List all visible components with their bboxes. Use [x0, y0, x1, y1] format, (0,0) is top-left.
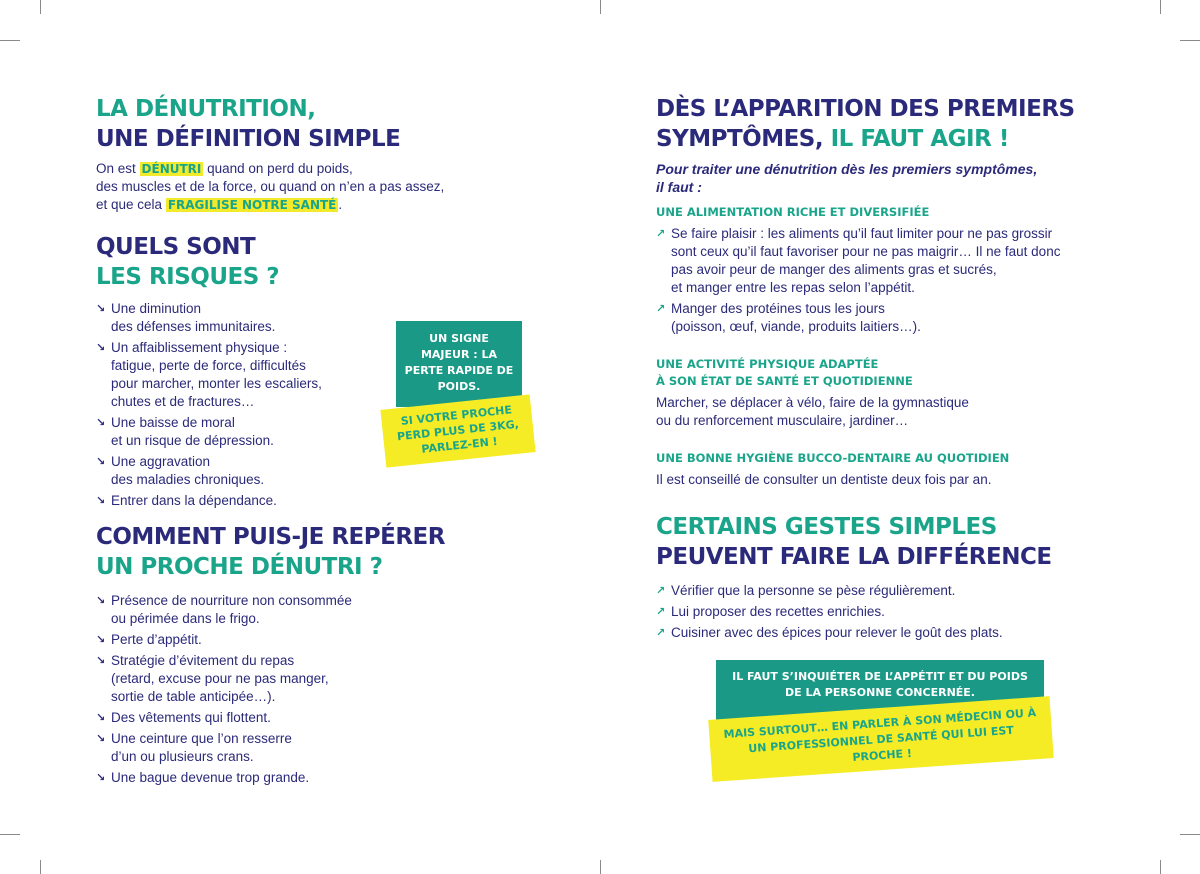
list-item	[96, 300, 396, 336]
arrow-up-right-icon: ↗	[656, 606, 666, 618]
highlight-fragilise: FRAGILISE NOTRE SANTÉ	[167, 198, 337, 212]
arrow-down-right-icon: ↘	[96, 303, 106, 315]
arrow-down-right-icon: ↘	[96, 456, 106, 468]
list-item-text: Présence de nourriture non consommée ou périmée dans le frigo.	[111, 593, 352, 626]
list-item	[96, 339, 396, 411]
list-item	[96, 652, 536, 706]
list-item-text: Perte d’appétit.	[111, 632, 202, 647]
crop-mark	[1160, 0, 1161, 14]
highlight-denutri: DÉNUTRI	[141, 162, 202, 176]
talk-to-doctor-box: MAIS SURTOUT… EN PARLER À SON MÉDECIN OU À UN PROFESSIONNEL DE SANTÉ QUI LUI EST PROCHE !	[708, 696, 1053, 782]
spot-section	[96, 522, 536, 790]
crop-mark	[1160, 860, 1161, 874]
list-item-text: Une baisse de moral et un risque de dépression.	[111, 415, 274, 448]
list-item-text: Des vêtements qui flottent.	[111, 710, 271, 725]
weight-loss-alert-box: SI VOTRE PROCHE PERD PLUS DE 3KG, PARLEZ-EN !	[380, 394, 535, 467]
definition-text: On est DÉNUTRI quand on perd du poids, des muscles et de la force, ou quand on n’en a pas assez, et que cela FRAGILISE NOTRE SANTÉ .	[96, 161, 445, 212]
risks-section	[96, 232, 396, 513]
list-item	[656, 624, 1126, 642]
crop-mark	[40, 860, 41, 874]
list-item	[96, 492, 396, 510]
list-item-text: Manger des protéines tous les jours (poisson, œuf, viande, produits laitiers…).	[671, 301, 921, 334]
crop-mark	[600, 0, 601, 14]
list-item	[96, 730, 536, 766]
list-item-text: Un affaiblissement physique : fatigue, perte de force, difficultés pour marcher, monter les escaliers, chutes et de fractures…	[111, 340, 322, 409]
list-item-text: Stratégie d’évitement du repas (retard, excuse pour ne pas manger, sortie de table anticipée…).	[111, 653, 329, 704]
crop-mark	[0, 834, 20, 835]
crop-mark	[1180, 40, 1200, 41]
arrow-down-right-icon: ↘	[96, 712, 106, 724]
arrow-down-right-icon: ↘	[96, 342, 106, 354]
arrow-up-right-icon: ↗	[656, 585, 666, 597]
risks-list	[96, 300, 396, 510]
risks-title: QUELS SONT LES RISQUES ?	[96, 234, 280, 290]
crop-mark	[0, 40, 20, 41]
list-item	[96, 709, 536, 727]
definition-section	[96, 94, 536, 214]
activity-text: Marcher, se déplacer à vélo, faire de la gymnastique ou du renforcement musculaire, jardiner…	[656, 395, 969, 428]
arrow-down-right-icon: ↘	[96, 634, 106, 646]
appetite-warning-box: IL FAUT S’INQUIÉTER DE L’APPÉTIT ET DU POIDS DE LA PERSONNE CONCERNÉE.	[716, 660, 1044, 726]
list-item	[656, 603, 1126, 621]
spot-title: COMMENT PUIS-JE REPÉRER UN PROCHE DÉNUTRI ?	[96, 524, 445, 580]
arrow-down-right-icon: ↘	[96, 495, 106, 507]
activity-heading: UNE ACTIVITÉ PHYSIQUE ADAPTÉE À SON ÉTAT DE SANTÉ ET QUOTIDIENNE	[656, 357, 913, 388]
hygiene-heading: UNE BONNE HYGIÈNE BUCCO-DENTAIRE AU QUOTIDIEN	[656, 451, 1010, 465]
diet-list	[656, 225, 1126, 336]
list-item-text: Entrer dans la dépendance.	[111, 493, 277, 508]
list-item	[96, 769, 536, 787]
list-item-text: Cuisiner avec des épices pour relever le goût des plats.	[671, 625, 1003, 640]
list-item-text: Une ceinture que l’on resserre d’un ou plusieurs crans.	[111, 731, 292, 764]
arrow-up-right-icon: ↗	[656, 228, 666, 240]
list-item	[656, 225, 1126, 297]
gestures-list	[656, 582, 1126, 642]
crop-mark	[600, 860, 601, 874]
diet-heading: UNE ALIMENTATION RICHE ET DIVERSIFIÉE	[656, 205, 930, 219]
crop-mark	[1180, 834, 1200, 835]
definition-title: LA DÉNUTRITION, UNE DÉFINITION SIMPLE	[96, 96, 401, 152]
list-item-text: Se faire plaisir : les aliments qu’il faut limiter pour ne pas grossir sont ceux qu’il faut favoriser pour ne pas maigrir… Il ne faut donc pas avoir peur de manger des aliments gras et sucrés, et manger entre les repas selon l’appétit.	[671, 226, 1061, 295]
arrow-down-right-icon: ↘	[96, 655, 106, 667]
arrow-down-right-icon: ↘	[96, 595, 106, 607]
list-item	[656, 300, 1126, 336]
major-sign-box: UN SIGNE MAJEUR : LA PERTE RAPIDE DE POIDS.	[396, 321, 522, 407]
list-item	[96, 631, 536, 649]
arrow-up-right-icon: ↗	[656, 303, 666, 315]
crop-mark	[40, 0, 41, 14]
list-item-text: Une aggravation des maladies chroniques.	[111, 454, 265, 487]
act-title: DÈS L’APPARITION DES PREMIERS SYMPTÔMES, IL FAUT AGIR !	[656, 96, 1075, 152]
list-item	[656, 582, 1126, 600]
gestures-section	[656, 512, 1126, 645]
arrow-up-right-icon: ↗	[656, 627, 666, 639]
spot-list	[96, 592, 536, 787]
list-item-text: Vérifier que la personne se pèse régulièrement.	[671, 583, 956, 598]
gestures-title: CERTAINS GESTES SIMPLES PEUVENT FAIRE LA DIFFÉRENCE	[656, 514, 1052, 570]
hygiene-text: Il est conseillé de consulter un dentiste deux fois par an.	[656, 472, 992, 487]
act-section	[656, 94, 1126, 489]
list-item-text: Une diminution des défenses immunitaires.	[111, 301, 276, 334]
list-item	[96, 592, 536, 628]
arrow-down-right-icon: ↘	[96, 772, 106, 784]
arrow-down-right-icon: ↘	[96, 733, 106, 745]
arrow-down-right-icon: ↘	[96, 417, 106, 429]
list-item	[96, 453, 396, 489]
act-intro: Pour traiter une dénutrition dès les premiers symptômes, il faut :	[656, 161, 1038, 195]
list-item-text: Lui proposer des recettes enrichies.	[671, 604, 885, 619]
list-item-text: Une bague devenue trop grande.	[111, 770, 310, 785]
list-item	[96, 414, 396, 450]
